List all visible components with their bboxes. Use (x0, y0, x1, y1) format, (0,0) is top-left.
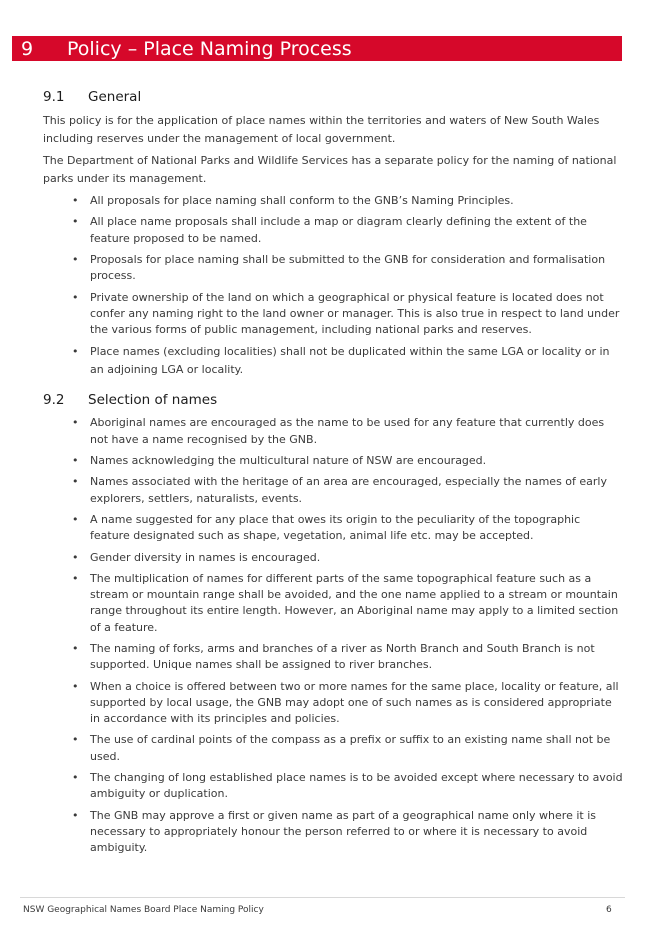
paragraph: The Department of National Parks and Wildlife Services has a separate policy for the naming of national parks under its management. (43, 154, 617, 185)
list-item-text: A name suggested for any place that owes its origin to the peculiarity of the topographic feature designated such as shape, vegetation, animal life etc. may be accepted. (90, 512, 581, 543)
section-number: 9.1 (43, 89, 65, 105)
list-item-text: The GNB may approve a first or given name as part of a geographical name only where it is necessary to appropriately honour the person referred to or where it is necessary to avoid ambiguity. (90, 808, 596, 854)
list-item-text: Place names (excluding localities) shall not be duplicated within the same LGA or locality or in an adjoining LGA or locality. (90, 345, 610, 377)
bullet-marker: • (72, 290, 79, 304)
list-item-text: Proposals for place naming shall be submitted to the GNB for consideration and formalisation process. (90, 252, 606, 283)
list-item (43, 679, 623, 728)
bullet-marker: • (72, 252, 79, 266)
list-item-text: When a choice is offered between two or more names for the same place, locality or feature, all supported by local usage, the GNB may adopt one of such names as is considered appropriate in accordance with its principles and policies. (90, 679, 619, 725)
list-item (43, 808, 623, 857)
list-item (43, 252, 623, 284)
chapter-title: Policy – Place Naming Process (67, 37, 352, 60)
bullet-marker: • (72, 770, 79, 784)
list-item (43, 343, 623, 379)
bullet-list-selection (43, 415, 623, 856)
page-number: 6 (606, 905, 612, 915)
list-item-text: Names associated with the heritage of an area are encouraged, especially the names of early explorers, settlers, naturalists, events. (90, 475, 607, 505)
bullet-marker: • (72, 453, 79, 467)
list-item-text: All proposals for place naming shall conform to the GNB’s Naming Principles. (90, 194, 514, 207)
list-item-text: The use of cardinal points of the compass as a prefix or suffix to an existing name shall not be used. (90, 733, 611, 763)
list-item (43, 453, 623, 469)
bullet-list-general (43, 193, 623, 379)
bullet-marker: • (72, 475, 79, 489)
bullet-marker: • (72, 733, 79, 747)
list-item (43, 641, 623, 673)
bullet-marker: • (72, 641, 79, 655)
footer-divider (20, 897, 625, 898)
bullet-marker: • (72, 550, 79, 564)
bullet-marker: • (72, 345, 79, 359)
list-item (43, 193, 623, 209)
list-item (43, 770, 623, 802)
section-title: General (88, 89, 142, 105)
section-heading-selection-of-names (43, 391, 623, 409)
list-item (43, 290, 623, 339)
section-heading-general (43, 88, 623, 106)
list-item (43, 732, 623, 764)
list-item (43, 474, 623, 506)
section-number: 9.2 (43, 392, 65, 409)
bullet-marker: • (72, 679, 79, 693)
footer-document-title: NSW Geographical Names Board Place Naming Policy (23, 905, 264, 915)
list-item-text: Aboriginal names are encouraged as the name to be used for any feature that currently does not have a name recognised by the GNB. (90, 416, 605, 446)
bullet-marker: • (72, 215, 79, 229)
section-title: Selection of names (88, 392, 218, 409)
bullet-marker: • (72, 571, 79, 585)
bullet-marker: • (72, 808, 79, 822)
list-item (43, 512, 623, 544)
list-item-text: The multiplication of names for different parts of the same topographical feature such as a stream or mountain range shall be avoided, and the one name applied to a stream or mountain range throughout its entire length. However, an Aboriginal name may apply to a limited section of a feature. (90, 571, 619, 634)
list-item (43, 550, 623, 566)
list-item (43, 214, 623, 246)
list-item (43, 415, 623, 447)
paragraph: This policy is for the application of place names within the territories and waters of New South Wales including reserves under the management of local government. (43, 114, 600, 145)
bullet-marker: • (72, 416, 79, 430)
list-item-text: All place name proposals shall include a map or diagram clearly defining the extent of the feature proposed to be named. (90, 215, 587, 245)
list-item (43, 571, 623, 636)
bullet-marker: • (72, 512, 79, 526)
list-item-text: Gender diversity in names is encouraged. (90, 550, 321, 564)
list-item-text: The naming of forks, arms and branches of a river as North Branch and South Branch is not supported. Unique names shall be assigned to river branches. (90, 641, 595, 672)
list-item-text: Private ownership of the land on which a geographical or physical feature is located does not confer any naming right to the land owner or manager. This is also true in respect to land under the various forms of public management, including national parks and reserves. (90, 290, 620, 336)
page-content (43, 88, 623, 861)
list-item-text: The changing of long established place names is to be avoided except where necessary to avoid ambiguity or duplication. (90, 770, 623, 801)
chapter-banner (12, 36, 622, 61)
chapter-number: 9 (21, 37, 34, 60)
bullet-marker: • (72, 194, 79, 207)
list-item-text: Names acknowledging the multicultural nature of NSW are encouraged. (90, 453, 487, 467)
